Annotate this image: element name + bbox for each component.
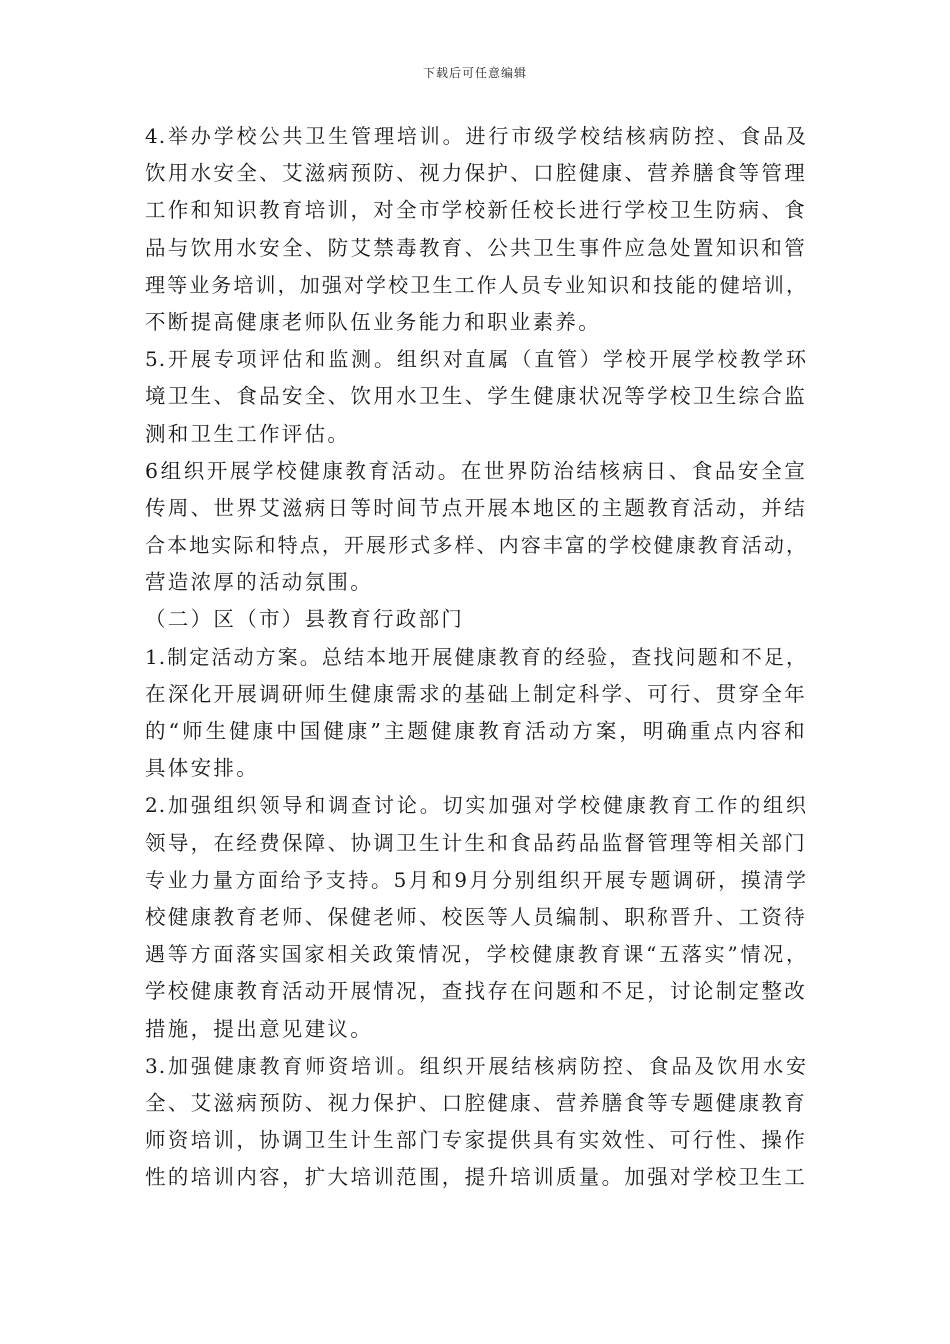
text-line: 1.制定活动方案。总结本地开展健康教育的经验，查找问题和不足， [145, 644, 807, 669]
page-header: 下载后可任意编辑 [422, 66, 527, 80]
text-line: 测和卫生工作评估。 [145, 421, 351, 446]
text-line: 不断提高健康老师队伍业务能力和职业素养。 [145, 309, 601, 334]
text-line: 5.开展专项评估和监测。组织对直属（直管）学校开展学校教学环 [145, 347, 807, 372]
text-line: （二）区（市）县教育行政部门 [145, 607, 465, 632]
text-line: 工作和知识教育培训，对全市学校新任校长进行学校卫生防病、食 [145, 198, 807, 223]
text-line: 在深化开展调研师生健康需求的基础上制定科学、可行、贯穿全年 [145, 681, 807, 706]
text-line: 4.举办学校公共卫生管理培训。进行市级学校结核病防控、食品及 [145, 124, 807, 148]
text-line: 3.加强健康教育师资培训。组织开展结核病防控、食品及饮用水安 [145, 1053, 807, 1078]
text-line: 饮用水安全、艾滋病预防、视力保护、口腔健康、营养膳食等管理 [145, 161, 807, 186]
text-line: 具体安排。 [145, 756, 259, 781]
text-line: 的“师生健康中国健康”主题健康教育活动方案，明确重点内容和 [145, 719, 807, 743]
text-line: 领导，在经费保障、协调卫生计生和食品药品监督管理等相关部门 [145, 830, 807, 855]
text-line: 传周、世界艾滋病日等时间节点开展本地区的主题教育活动，并结 [145, 495, 807, 520]
text-line: 2.加强组织领导和调查讨论。切实加强对学校健康教育工作的组织 [145, 793, 807, 818]
text-line: 境卫生、食品安全、饮用水卫生、学生健康状况等学校卫生综合监 [145, 384, 807, 409]
document-body [145, 118, 807, 1196]
text-line: 校健康教育老师、保健老师、校医等人员编制、职称晋升、工资待 [145, 904, 807, 929]
text-line: 专业力量方面给予支持。5月和9月分别组织开展专题调研，摸清学 [145, 867, 807, 892]
text-line: 6组织开展学校健康教育活动。在世界防治结核病日、食品安全宣 [145, 458, 807, 483]
text-line: 全、艾滋病预防、视力保护、口腔健康、营养膳食等专题健康教育 [145, 1090, 807, 1115]
text-line: 师资培训，协调卫生计生部门专家提供具有实效性、可行性、操作 [145, 1128, 807, 1153]
text-line: 学校健康教育活动开展情况，查找存在问题和不足，讨论制定整改 [145, 979, 807, 1004]
text-line: 营造浓厚的活动氛围。 [145, 570, 373, 595]
text-line: 合本地实际和特点，开展形式多样、内容丰富的学校健康教育活动， [145, 533, 807, 558]
text-line: 理等业务培训，加强对学校卫生工作人员专业知识和技能的健培训， [145, 272, 807, 297]
text-line: 遇等方面落实国家相关政策情况，学校健康教育课“五落实”情况， [145, 942, 807, 967]
text-line: 性的培训内容，扩大培训范围，提升培训质量。加强对学校卫生工 [145, 1165, 807, 1190]
text-line: 品与饮用水安全、防艾禁毒教育、公共卫生事件应急处置知识和管 [145, 235, 807, 260]
text-line: 措施，提出意见建议。 [145, 1016, 373, 1041]
